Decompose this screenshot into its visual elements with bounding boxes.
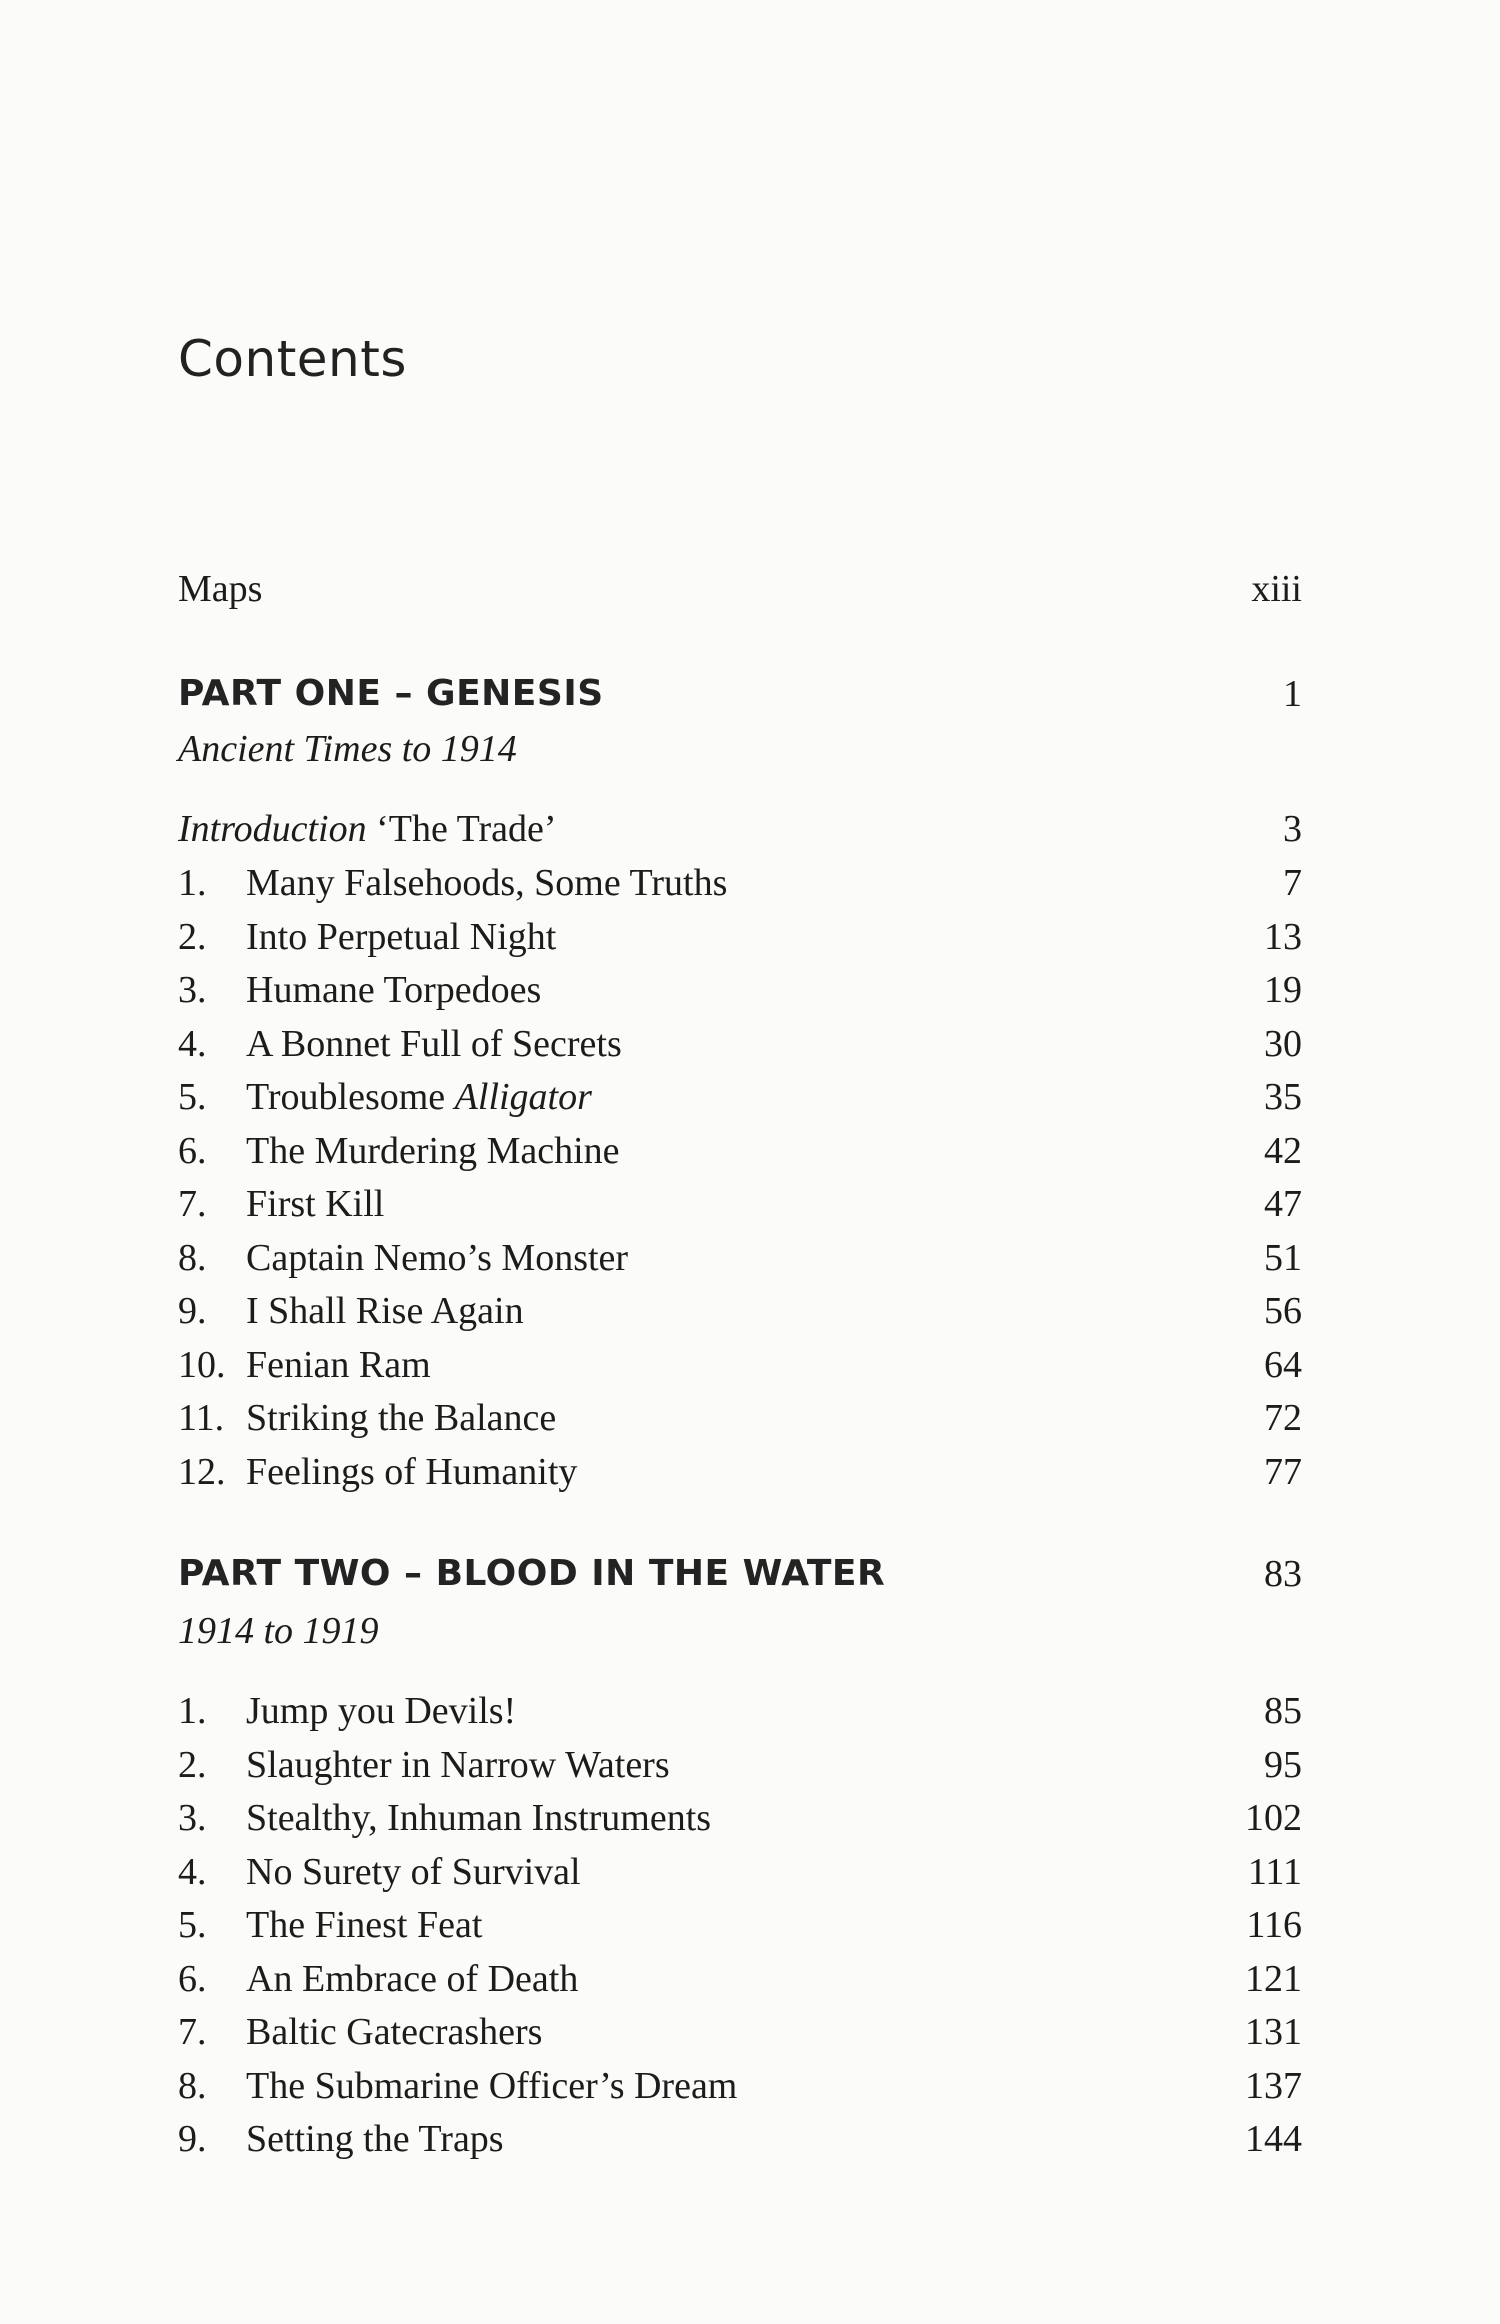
part-date-range: Ancient Times to 1914	[178, 728, 517, 770]
entry-page-number: xiii	[1251, 568, 1302, 610]
chapter-number: 4.	[178, 1850, 207, 1893]
entry-page-number: 56	[1264, 1290, 1302, 1332]
toc-entry-chapter[interactable]	[178, 1845, 1302, 1899]
entry-title	[178, 1177, 384, 1231]
part-heading[interactable]	[178, 1547, 1302, 1601]
entry-page-number: 35	[1264, 1076, 1302, 1118]
entry-title	[178, 1952, 578, 2006]
entry-title	[178, 1738, 670, 1792]
entry-page-number: 137	[1245, 2064, 1302, 2107]
chapter-title: The Finest Feat	[246, 1904, 483, 1946]
toc-entry-chapter[interactable]	[178, 1284, 1302, 1338]
page-title: Contents	[178, 330, 407, 388]
toc-entry-chapter[interactable]	[178, 963, 1302, 1017]
chapter-title: A Bonnet Full of Secrets	[246, 1022, 622, 1065]
entry-page-number: 102	[1245, 1797, 1302, 1839]
entry-page-number: 144	[1245, 2118, 1302, 2160]
chapter-number: 10.	[178, 1343, 226, 1386]
toc-entry-chapter[interactable]	[178, 1898, 1302, 1952]
entry-title	[178, 1124, 620, 1178]
entry-title	[178, 1845, 581, 1899]
chapter-title: Into Perpetual Night	[246, 915, 557, 958]
chapter-number: 5.	[178, 1076, 207, 1118]
chapter-number: 12.	[178, 1450, 226, 1493]
entry-page-number: 30	[1264, 1022, 1302, 1065]
chapter-title: Jump you Devils!	[246, 1690, 517, 1732]
entry-page-number: 51	[1264, 1236, 1302, 1279]
toc-entry-chapter[interactable]	[178, 1791, 1302, 1845]
chapter-title: Setting the Traps	[246, 2118, 504, 2160]
chapter-title: Stealthy, Inhuman Instruments	[246, 1797, 712, 1839]
entry-page-number: 95	[1264, 1743, 1302, 1786]
toc-entry-chapter[interactable]	[178, 1070, 1302, 1124]
entry-title	[178, 910, 556, 964]
chapter-title: The Murdering Machine	[246, 1129, 620, 1172]
chapter-title: I Shall Rise Again	[246, 1290, 524, 1332]
toc-entry-introduction[interactable]	[178, 802, 1302, 856]
entry-page-number: 1	[1283, 673, 1302, 715]
chapter-title: Feelings of Humanity	[246, 1450, 578, 1493]
part-date-range: 1914 to 1919	[178, 1610, 379, 1652]
entry-page-number: 42	[1264, 1129, 1302, 1172]
intro-title: ‘The Trade’	[366, 808, 557, 850]
entry-page-number: 121	[1245, 1957, 1302, 2000]
chapter-title: The Submarine Officer’s Dream	[246, 2064, 738, 2107]
chapter-number: 6.	[178, 1129, 207, 1172]
part-title: PART TWO – BLOOD IN THE WATER	[178, 1553, 886, 1594]
entry-title	[178, 1791, 711, 1845]
part-title: PART ONE – GENESIS	[178, 673, 604, 714]
toc-entry-chapter[interactable]	[178, 1338, 1302, 1392]
chapter-title: Many Falsehoods, Some Truths	[246, 862, 728, 904]
entry-title	[178, 2112, 504, 2166]
entry-page-number: 19	[1264, 969, 1302, 1011]
entry-page-number: 85	[1264, 1690, 1302, 1732]
entry-page-number: 116	[1246, 1904, 1302, 1946]
chapter-number: 9.	[178, 1290, 207, 1332]
chapter-title: Baltic Gatecrashers	[246, 2011, 543, 2053]
entry-title	[178, 1898, 482, 1952]
chapter-number: 1.	[178, 862, 207, 904]
toc-entry-chapter[interactable]	[178, 910, 1302, 964]
entry-title	[178, 1338, 431, 1392]
chapter-number: 6.	[178, 1957, 207, 2000]
intro-prefix: Introduction	[178, 808, 367, 850]
chapter-number: 2.	[178, 915, 207, 958]
chapter-number: 5.	[178, 1904, 207, 1946]
entry-page-number: 131	[1245, 2011, 1302, 2053]
entry-title	[178, 1231, 628, 1285]
entry-page-number: 83	[1264, 1553, 1302, 1595]
chapter-title: An Embrace of Death	[246, 1957, 579, 2000]
entry-page-number: 47	[1264, 1183, 1302, 1225]
chapter-number: 11.	[178, 1397, 225, 1439]
chapter-title: Humane Torpedoes	[246, 969, 542, 1011]
toc-entry-chapter[interactable]	[178, 1231, 1302, 1285]
chapter-number: 1.	[178, 1690, 207, 1732]
chapter-title: Striking the Balance	[246, 1397, 557, 1439]
toc-entry-chapter[interactable]	[178, 1738, 1302, 1792]
toc-entry-maps[interactable]	[178, 562, 1302, 616]
entry-title	[178, 802, 557, 856]
chapter-number: 3.	[178, 1797, 207, 1839]
entry-title	[178, 1445, 577, 1499]
part-subtitle	[178, 722, 1302, 776]
entry-title	[178, 1684, 516, 1738]
entry-title	[178, 1017, 622, 1071]
chapter-title: Troublesome	[246, 1076, 455, 1118]
entry-title	[178, 2005, 542, 2059]
chapter-number: 8.	[178, 1236, 207, 1279]
entry-page-number: 64	[1264, 1343, 1302, 1386]
chapter-number: 9.	[178, 2118, 207, 2160]
chapter-title: Slaughter in Narrow Waters	[246, 1743, 670, 1786]
entry-title	[178, 1070, 592, 1124]
toc-entry-chapter[interactable]	[178, 2059, 1302, 2113]
toc-entry-chapter[interactable]	[178, 1124, 1302, 1178]
part-heading[interactable]	[178, 667, 1302, 721]
chapter-number: 3.	[178, 969, 207, 1011]
entry-page-number: 77	[1264, 1450, 1302, 1493]
chapter-title: Captain Nemo’s Monster	[246, 1236, 629, 1279]
chapter-title-italic: Alligator	[454, 1076, 592, 1118]
toc-entry-chapter[interactable]	[178, 1177, 1302, 1231]
chapter-title: Fenian Ram	[246, 1343, 431, 1386]
entry-page-number: 7	[1283, 862, 1302, 904]
toc-entry-chapter[interactable]	[178, 2005, 1302, 2059]
entry-page-number: 13	[1264, 915, 1302, 958]
chapter-number: 7.	[178, 1183, 207, 1225]
chapter-title: No Surety of Survival	[246, 1850, 581, 1893]
entry-page-number: 72	[1264, 1397, 1302, 1439]
entry-page-number: 3	[1283, 808, 1302, 850]
chapter-number: 2.	[178, 1743, 207, 1786]
toc-entry-chapter[interactable]	[178, 1391, 1302, 1445]
entry-title	[178, 1284, 524, 1338]
entry-title	[178, 856, 727, 910]
chapter-number: 7.	[178, 2011, 207, 2053]
entry-title	[178, 963, 541, 1017]
toc-entry-chapter[interactable]	[178, 1684, 1302, 1738]
entry-page-number: 111	[1247, 1850, 1302, 1893]
toc-entry-chapter[interactable]	[178, 856, 1302, 910]
chapter-number: 8.	[178, 2064, 207, 2107]
chapter-number: 4.	[178, 1022, 207, 1065]
toc-entry-chapter[interactable]	[178, 1017, 1302, 1071]
entry-title: Maps	[178, 568, 263, 610]
toc-entry-chapter[interactable]	[178, 1445, 1302, 1499]
entry-title	[178, 2059, 737, 2113]
toc-entry-chapter[interactable]	[178, 1952, 1302, 2006]
entry-title	[178, 1391, 556, 1445]
part-subtitle	[178, 1604, 1302, 1658]
toc-entry-chapter[interactable]	[178, 2112, 1302, 2166]
chapter-title: First Kill	[246, 1183, 385, 1225]
